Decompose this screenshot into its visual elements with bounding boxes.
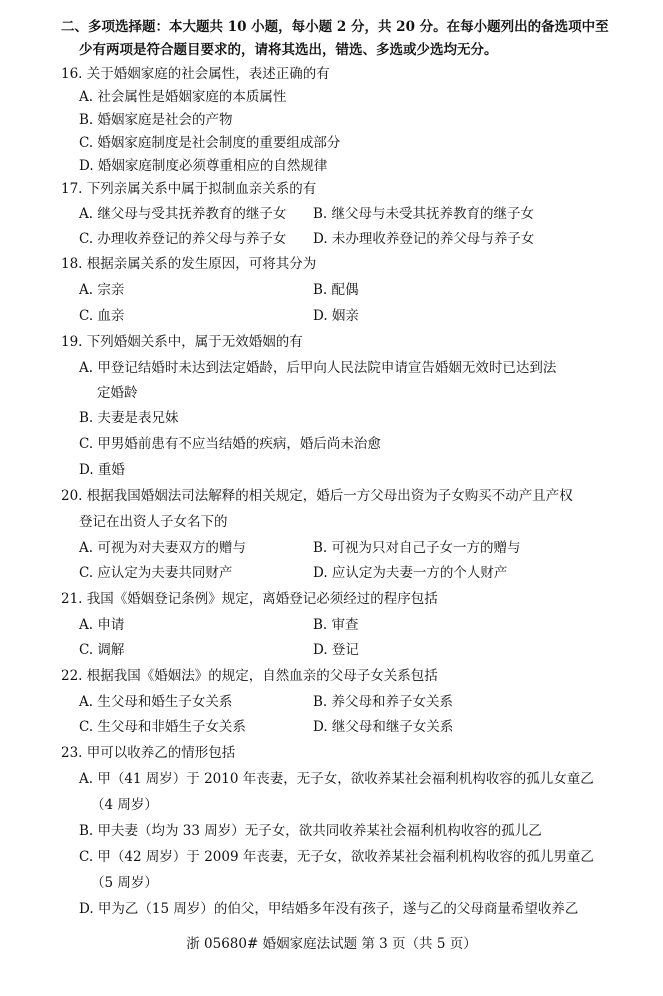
question-16-option-a: A. 社会属性是婚姻家庭的本质属性 — [79, 89, 287, 105]
page-footer: 浙 05680# 婚姻家庭法试题 第 3 页（共 5 页） — [186, 936, 477, 952]
question-18-option-d: D. 姻亲 — [313, 308, 359, 324]
question-21-option-c: C. 调解 — [79, 642, 125, 658]
question-16-option-b: B. 婚姻家庭是社会的产物 — [79, 112, 233, 128]
question-23-option-b: B. 甲夫妻（均为 33 周岁）无子女，欲共同收养某社会福利机构收容的孤儿乙 — [79, 823, 542, 839]
question-23-option-d: D. 甲为乙（15 周岁）的伯父，甲结婚多年没有孩子，遂与乙的父母商量希望收养乙 — [79, 901, 579, 917]
question-19-option-c: C. 甲男婚前患有不应当结婚的疾病，婚后尚未治愈 — [79, 436, 381, 452]
question-19-option-a-cont: 定婚龄 — [97, 385, 138, 401]
question-17-stem: 17. 下列亲属关系中属于拟制血亲关系的有 — [61, 181, 317, 197]
question-21-stem: 21. 我国《婚姻登记条例》规定，离婚登记必须经过的程序包括 — [61, 591, 438, 607]
question-20-option-a: A. 可视为对夫妻双方的赠与 — [79, 540, 246, 556]
question-23-option-a: A. 甲（41 周岁）于 2010 年丧妻，无子女，欲收养某社会福利机构收容的孤儿女童乙 — [79, 771, 594, 787]
question-17-option-c: C. 办理收养登记的养父母与养子女 — [79, 231, 287, 247]
question-20-stem-cont: 登记在出资人子女名下的 — [79, 514, 228, 530]
question-23-option-c: C. 甲（42 周岁）于 2009 年丧妻，无子女，欲收养某社会福利机构收容的孤儿男童乙 — [79, 849, 594, 865]
question-18-option-c: C. 血亲 — [79, 308, 125, 324]
section-heading-line1: 二、多项选择题：本大题共 10 小题，每小题 2 分，共 20 分。在每小题列出的备选项中至 — [61, 19, 609, 35]
question-19-option-b: B. 夫妻是表兄妹 — [79, 410, 179, 426]
question-17-option-d: D. 未办理收养登记的养父母与养子女 — [313, 231, 535, 247]
question-23-option-c-cont: （5 周岁） — [91, 875, 158, 891]
question-22-option-b: B. 养父母和养子女关系 — [313, 694, 454, 710]
question-22-option-d: D. 继父母和继子女关系 — [313, 719, 454, 735]
question-18-option-a: A. 宗亲 — [79, 282, 125, 298]
question-17-option-a: A. 继父母与受其抚养教育的继子女 — [79, 206, 287, 222]
question-16-stem: 16. 关于婚姻家庭的社会属性，表述正确的有 — [61, 66, 330, 82]
question-22-option-c: C. 生父母和非婚生子女关系 — [79, 719, 246, 735]
question-23-stem: 23. 甲可以收养乙的情形包括 — [61, 745, 236, 761]
question-21-option-a: A. 申请 — [79, 617, 125, 633]
question-17-option-b: B. 继父母与未受其抚养教育的继子女 — [313, 206, 535, 222]
question-19-option-d: D. 重婚 — [79, 462, 125, 478]
question-16-option-c: C. 婚姻家庭制度是社会制度的重要组成部分 — [79, 135, 341, 151]
question-21-option-d: D. 登记 — [313, 642, 359, 658]
question-18-stem: 18. 根据亲属关系的发生原因，可将其分为 — [61, 256, 317, 272]
question-19-option-a: A. 甲登记结婚时未达到法定婚龄，后甲向人民法院申请宣告婚姻无效时已达到法 — [79, 360, 557, 376]
question-20-option-d: D. 应认定为夫妻一方的个人财产 — [313, 565, 508, 581]
question-20-option-b: B. 可视为只对自己子女一方的赠与 — [313, 540, 521, 556]
question-21-option-b: B. 审查 — [313, 617, 359, 633]
question-22-option-a: A. 生父母和婚生子女关系 — [79, 694, 233, 710]
question-22-stem: 22. 根据我国《婚姻法》的规定，自然血亲的父母子女关系包括 — [61, 668, 438, 684]
question-20-stem: 20. 根据我国婚姻法司法解释的相关规定，婚后一方父母出资为子女购买不动产且产权 — [61, 488, 573, 504]
section-heading-line2: 少有两项是符合题目要求的，请将其选出，错选、多选或少选均无分。 — [79, 42, 498, 58]
question-20-option-c: C. 应认定为夫妻共同财产 — [79, 565, 233, 581]
question-23-option-a-cont: （4 周岁） — [91, 797, 158, 813]
question-16-option-d: D. 婚姻家庭制度必须尊重相应的自然规律 — [79, 158, 328, 174]
question-19-stem: 19. 下列婚姻关系中，属于无效婚姻的有 — [61, 334, 303, 350]
question-18-option-b: B. 配偶 — [313, 282, 359, 298]
